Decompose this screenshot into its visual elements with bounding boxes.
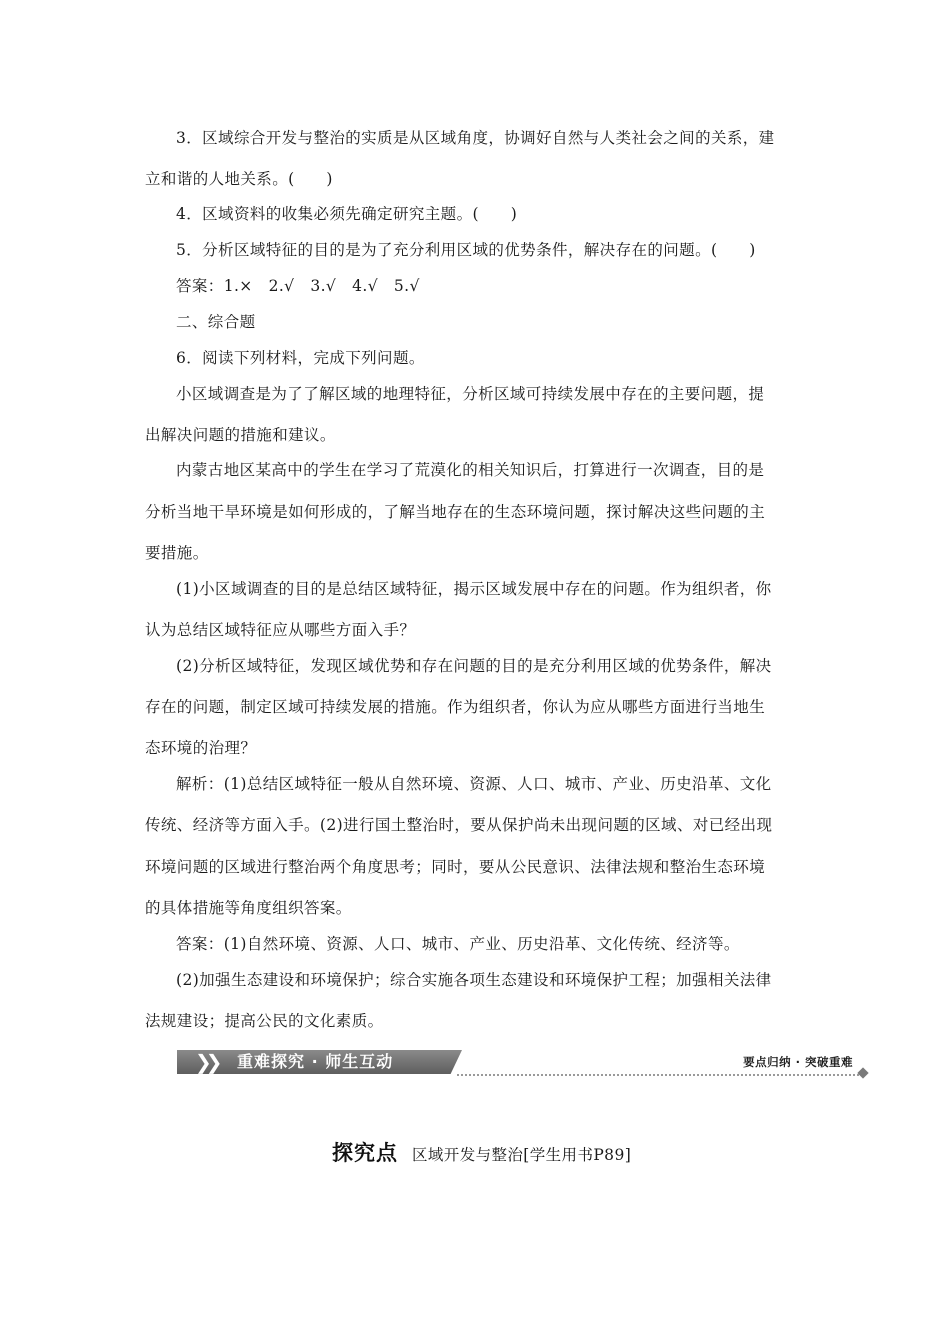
paragraph-line: 3．区域综合开发与整治的实质是从区域角度，协调好自然与人类社会之间的关系，建 <box>176 129 775 147</box>
banner-title: 重难探究 · 师生互动 <box>237 1052 394 1071</box>
banner-divider <box>457 1074 859 1076</box>
paragraph-line: 5．分析区域特征的目的是为了充分利用区域的优势条件，解决存在的问题。( ) <box>176 241 756 259</box>
paragraph-line: 要措施。 <box>145 544 209 562</box>
diamond-icon <box>857 1067 868 1078</box>
paragraph-line: 立和谐的人地关系。( ) <box>145 170 333 188</box>
section-heading: 二、综合题 <box>176 313 256 331</box>
paragraph-line: 态环境的治理？ <box>145 739 257 757</box>
paragraph-line: 存在的问题，制定区域可持续发展的措施。作为组织者，你认为应从哪些方面进行当地生 <box>145 698 766 716</box>
answer-line: (2)加强生态建设和环境保护；综合实施各项生态建设和环境保护工程；加强相关法律 <box>176 971 772 989</box>
paragraph-line: 4．区域资料的收集必须先确定研究主题。( ) <box>176 205 518 223</box>
analysis-line: 传统、经济等方面入手。(2)进行国土整治时，要从保护尚未出现问题的区域、对已经出现 <box>145 816 773 834</box>
answer-line: 法规建设；提高公民的文化素质。 <box>145 1012 384 1030</box>
explore-point-label: 探究点 <box>332 1141 398 1165</box>
paragraph-line: 小区域调查是为了了解区域的地理特征，分析区域可持续发展中存在的主要问题，提 <box>176 385 765 403</box>
answer-line: 答案：(1)自然环境、资源、人口、城市、产业、历史沿革、文化传统、经济等。 <box>176 935 740 953</box>
paragraph-line: (2)分析区域特征，发现区域优势和存在问题的目的是充分利用区域的优势条件，解决 <box>176 657 772 675</box>
paragraph-line: 分析当地干旱环境是如何形成的，了解当地存在的生态环境问题，探讨解决这些问题的主 <box>145 503 766 521</box>
paragraph-line: 认为总结区域特征应从哪些方面入手？ <box>145 621 416 639</box>
analysis-line: 的具体措施等角度组织答案。 <box>145 899 352 917</box>
analysis-line: 环境问题的区域进行整治两个角度思考；同时，要从公民意识、法律法规和整治生态环境 <box>145 858 766 876</box>
paragraph-line: (1)小区域调查的目的是总结区域特征，揭示区域发展中存在的问题。作为组织者，你 <box>176 580 772 598</box>
answer-line: 答案：1.× 2.√ 3.√ 4.√ 5.√ <box>176 277 420 295</box>
double-chevron-right-icon: ❯❯ <box>195 1050 217 1074</box>
analysis-line: 解析：(1)总结区域特征一般从自然环境、资源、人口、城市、产业、历史沿革、文化 <box>176 775 772 793</box>
explore-point-heading <box>332 1137 631 1167</box>
section-banner <box>177 1048 867 1078</box>
explore-point-title: 区域开发与整治[学生用书P89] <box>412 1146 632 1164</box>
paragraph-line: 出解决问题的措施和建议。 <box>145 426 336 444</box>
question-line: 6．阅读下列材料，完成下列问题。 <box>176 349 425 367</box>
paragraph-line: 内蒙古地区某高中的学生在学习了荒漠化的相关知识后，打算进行一次调查，目的是 <box>176 461 765 479</box>
banner-subtitle: 要点归纳 · 突破重难 <box>743 1055 853 1069</box>
